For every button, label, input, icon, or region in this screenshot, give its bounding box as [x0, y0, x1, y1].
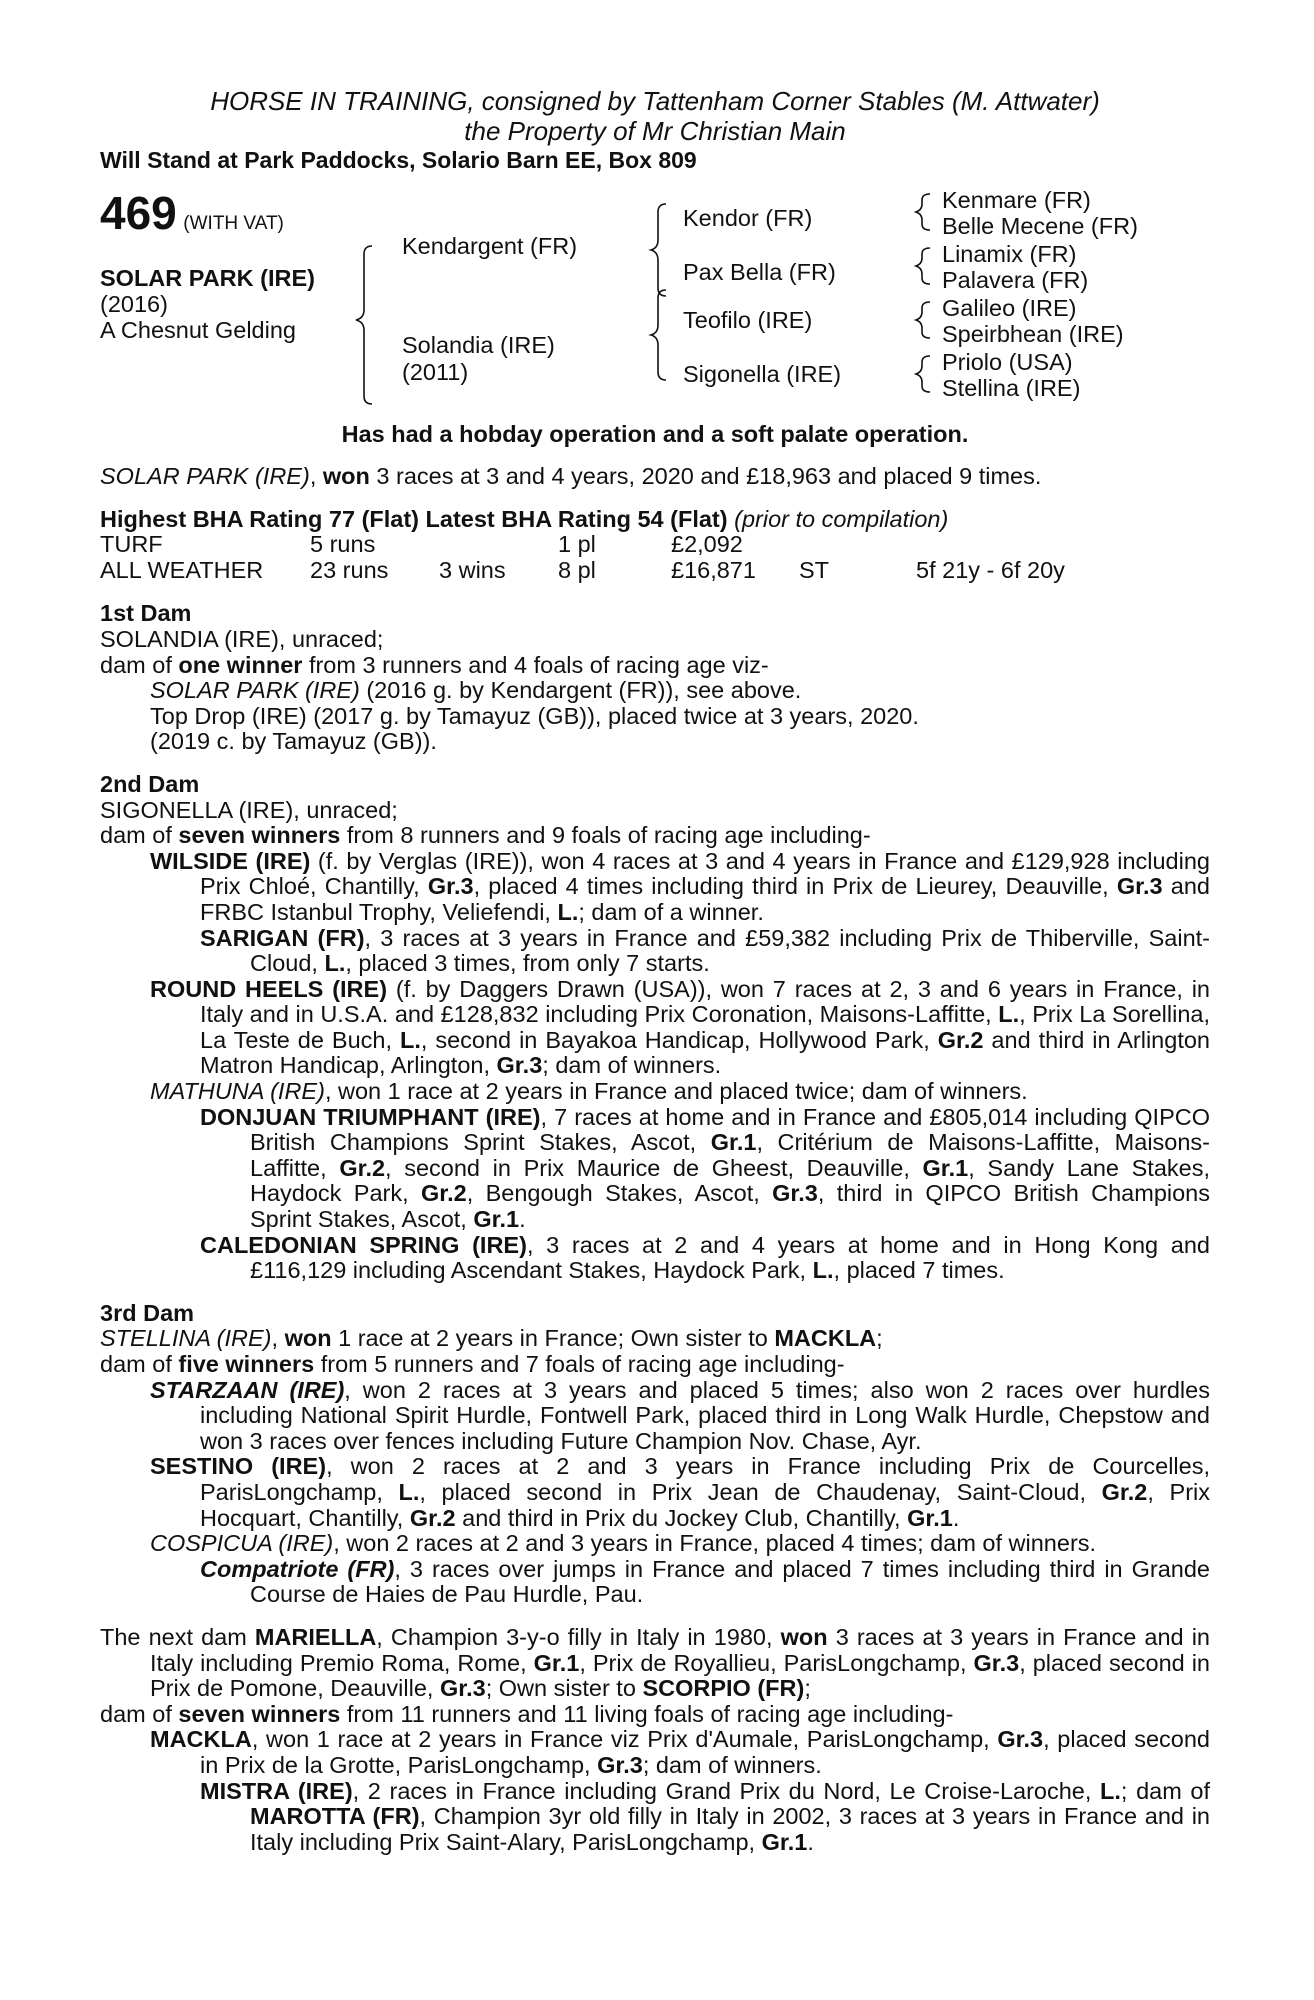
ped-g7: Priolo (USA)	[942, 348, 1073, 375]
first-dam-heading: 1st Dam	[100, 600, 192, 627]
second-dam-offspring: MATHUNA (IRE), won 1 race at 2 years in France and placed twice; dam of winners.	[150, 1078, 1028, 1105]
first-dam-line: SOLANDIA (IRE), unraced;	[100, 625, 384, 652]
race-summary: SOLAR PARK (IRE), won 3 races at 3 and 4 years, 2020 and £18,963 and placed 9 times.	[100, 463, 1042, 490]
first-dam-produce: dam of one winner from 3 runners and 4 foals of racing age viz-	[100, 651, 769, 678]
lot-number: 469	[100, 186, 177, 239]
sire-dam: Pax Bella (FR)	[683, 258, 836, 285]
dam-sire: Teofilo (IRE)	[683, 306, 813, 333]
first-dam-offspring: SOLAR PARK (IRE) (2016 g. by Kendargent (FR)), see above.	[150, 677, 802, 704]
second-dam-grand-offspring: DONJUAN TRIUMPHANT (IRE), 7 races at home and in France and £805,014 including QIPCO British Champions Sprint Stakes, Ascot, Gr.1, Critérium de Maisons-Laffitte, Maisons-Laffitte, Gr.2, second in Prix Maurice de Gheest, Deauville, Gr.1, Sandy Lane Stakes, Haydock Park, Gr.2, Bengough Stakes, Ascot, Gr.3, third in QIPCO British Champions Sprint Stakes, Ascot, Gr.1.	[200, 1103, 1211, 1233]
dam-year: (2011)	[402, 358, 469, 385]
catalogue-page	[100, 86, 1210, 1855]
first-dam-offspring: Top Drop (IRE) (2017 g. by Tamayuz (GB)), placed twice at 3 years, 2020.	[150, 702, 919, 729]
dam-dam: Sigonella (IRE)	[683, 360, 842, 387]
ped-g8: Stellina (IRE)	[942, 374, 1081, 401]
second-dam-produce: dam of seven winners from 8 runners and 9 foals of racing age including-	[100, 822, 871, 849]
consignor-line: HORSE IN TRAINING, consigned by Tattenham Corner Stables (M. Attwater)	[210, 86, 1100, 116]
third-dam-offspring: COSPICUA (IRE), won 2 races at 2 and 3 years in France, placed 4 times; dam of winners.	[150, 1530, 1097, 1557]
runs-row-turf: TURF 5 runs 1 pl £2,092	[100, 531, 743, 558]
next-dam-grand-offspring: MISTRA (IRE), 2 races in France including Grand Prix du Nord, Le Croise-Laroche, L.; dam of MAROTTA (FR), Champion 3yr old filly in Italy in 2002, 3 races at 3 years in France and in Italy including Prix Saint-Alary, ParisLongchamp, Gr.1.	[200, 1777, 1210, 1855]
property-line: the Property of Mr Christian Main	[464, 116, 846, 146]
third-dam-offspring: SESTINO (IRE), won 2 races at 2 and 3 years in France including Prix de Courcelles, ParisLongchamp, L., placed second in Prix Jean de Chaudenay, Saint-Cloud, Gr.2, Prix Hocquart, Chantilly, Gr.2 and third in Prix du Jockey Club, Chantilly, Gr.1.	[150, 1453, 1210, 1531]
third-dam-heading: 3rd Dam	[100, 1299, 195, 1326]
second-dam-grand-offspring: SARIGAN (FR), 3 races at 3 years in France and £59,382 including Prix de Thiberville, Saint-Cloud, L., placed 3 times, from only 7 starts.	[200, 924, 1210, 977]
second-dam-offspring: WILSIDE (IRE) (f. by Verglas (IRE)), won 4 races at 3 and 4 years in France and £129,928 including Prix Chloé, Chantilly, Gr.3, placed 4 times including third in Prix de Lieurey, Deauville, Gr.3 and FRBC Istanbul Trophy, Veliefendi, L.; dam of a winner.	[150, 847, 1210, 925]
second-dam-offspring: ROUND HEELS (IRE) (f. by Daggers Drawn (USA)), won 7 races at 2, 3 and 6 years in France, in Italy and in U.S.A. and £128,832 including Prix Coronation, Maisons-Laffitte, L., Prix La Sorellina, La Teste de Buch, L., second in Bayakoa Handicap, Hollywood Park, Gr.2 and third in Arlington Matron Handicap, Arlington, Gr.3; dam of winners.	[150, 975, 1210, 1079]
operation-note: Has had a hobday operation and a soft palate operation.	[341, 420, 969, 447]
pedigree-table	[100, 188, 1210, 436]
third-dam-offspring: STARZAAN (IRE), won 2 races at 3 years and placed 5 times; also won 2 races over hurdles including National Spirit Hurdle, Fontwell Park, placed third in Long Walk Hurdle, Chepstow and won 3 races over fences including Future Champion Nov. Chase, Ayr.	[150, 1376, 1210, 1454]
ped-g4: Palavera (FR)	[942, 266, 1089, 293]
lot-number-line	[100, 188, 284, 238]
second-dam-heading: 2nd Dam	[100, 770, 200, 797]
runs-row-all-weather: ALL WEATHER 23 runs 3 wins 8 pl £16,871 ST 5f 21y - 6f 20y	[100, 557, 1065, 584]
ped-g1: Kenmare (FR)	[942, 186, 1091, 213]
ped-g2: Belle Mecene (FR)	[942, 212, 1138, 239]
ped-g5: Galileo (IRE)	[942, 294, 1077, 321]
third-dam-grand-offspring: Compatriote (FR), 3 races over jumps in France and placed 7 times including third in Grande Course de Haies de Pau Hurdle, Pau.	[200, 1555, 1211, 1608]
next-dam-offspring: MACKLA, won 1 race at 2 years in France viz Prix d'Aumale, ParisLongchamp, Gr.3, placed second in Prix de la Grotte, ParisLongchamp, Gr.3; dam of winners.	[150, 1726, 1210, 1778]
next-dam-line: The next dam MARIELLA, Champion 3-y-o filly in Italy in 1980, won 3 races at 3 years in France and in Italy including Premio Roma, Rome, Gr.1, Prix de Royallieu, ParisLongchamp, Gr.3, placed second in Prix de Pomone, Deauville, Gr.3; Own sister to SCORPIO (FR);	[100, 1623, 1211, 1702]
horse-name: SOLAR PARK (IRE)	[100, 264, 315, 291]
ped-g3: Linamix (FR)	[942, 240, 1077, 267]
bha-rating: Highest BHA Rating 77 (Flat) Latest BHA Rating 54 (Flat) (prior to compilation)	[100, 505, 949, 532]
ped-g6: Speirbhean (IRE)	[942, 320, 1124, 347]
venue-line: Will Stand at Park Paddocks, Solario Barn EE, Box 809	[100, 147, 697, 173]
second-dam-line: SIGONELLA (IRE), unraced;	[100, 796, 398, 823]
foaling-year: (2016)	[100, 290, 168, 317]
third-dam-produce: dam of five winners from 5 runners and 7 foals of racing age including-	[100, 1351, 845, 1377]
first-dam-offspring: (2019 c. by Tamayuz (GB)).	[150, 728, 437, 755]
sire-sire: Kendor (FR)	[683, 204, 813, 231]
vat-note: (WITH VAT)	[183, 212, 284, 234]
next-dam-produce: dam of seven winners from 11 runners and 11 living foals of racing age including-	[100, 1700, 954, 1727]
horse-description: A Chesnut Gelding	[100, 316, 296, 343]
second-dam-grand-offspring: CALEDONIAN SPRING (IRE), 3 races at 2 and 4 years at home and in Hong Kong and £116,129 including Ascendant Stakes, Haydock Park, L., placed 7 times.	[200, 1231, 1210, 1284]
dam: Solandia (IRE)	[402, 331, 555, 358]
sire: Kendargent (FR)	[402, 232, 578, 259]
third-dam-line: STELLINA (IRE), won 1 race at 2 years in France; Own sister to MACKLA;	[100, 1325, 883, 1352]
